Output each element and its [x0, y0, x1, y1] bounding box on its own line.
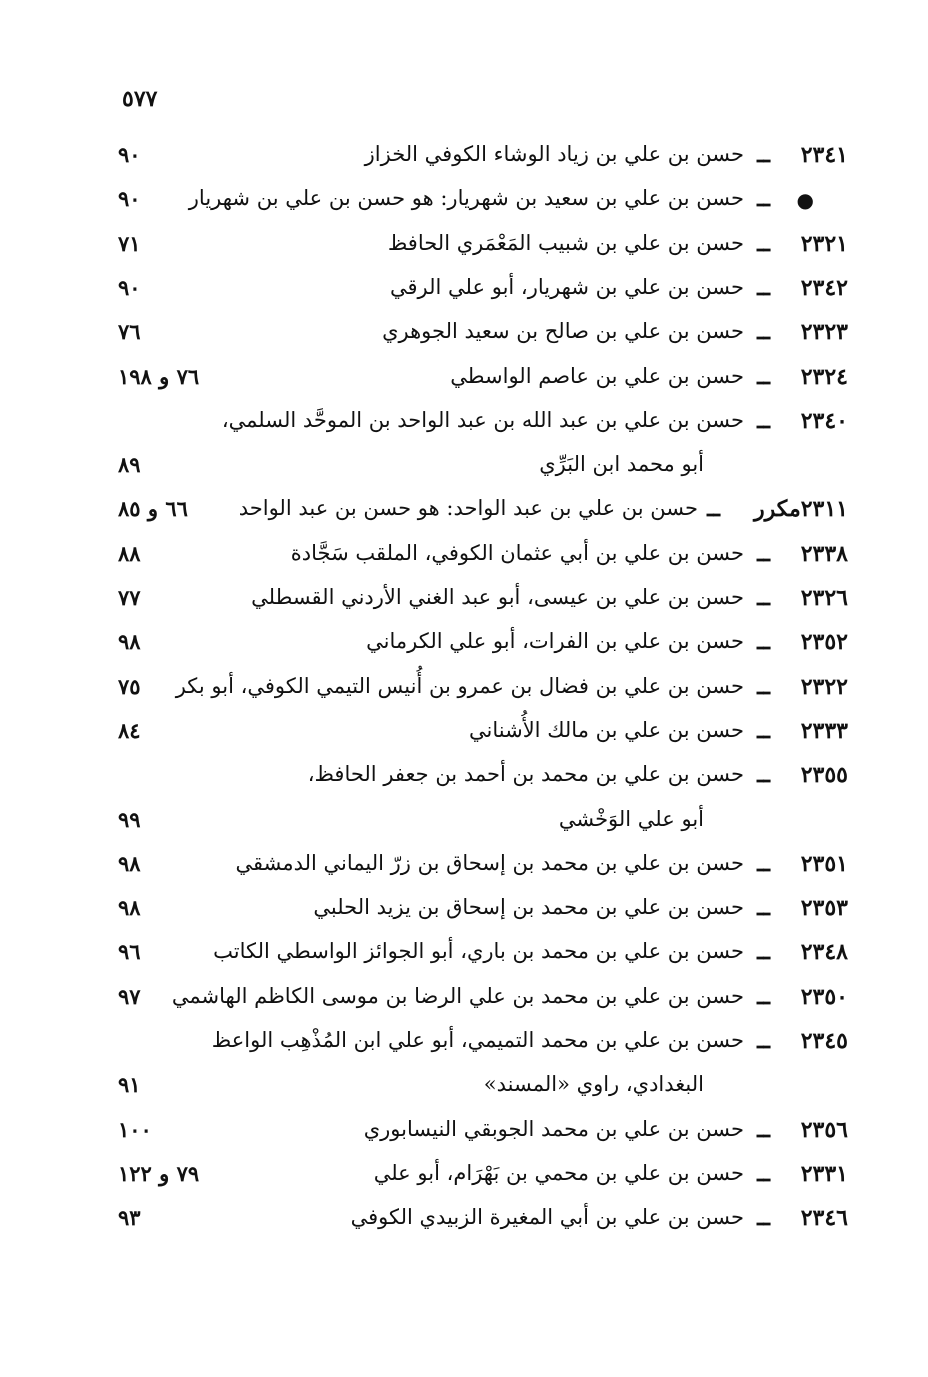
entry-number: ٢٣٢٦: [800, 585, 848, 611]
entry-number: ٢٣٥٣: [800, 895, 848, 921]
entry-page-ref: ٧٩ و ١٢٢: [118, 1161, 200, 1186]
entry-number: ٢٣٤٨: [800, 939, 848, 965]
entry-number: ٢٣٥٢: [800, 629, 848, 655]
index-entry: [118, 1205, 848, 1241]
entry-page-ref: ٨٤: [118, 718, 141, 743]
entry-number: ٢٣٤٠: [800, 408, 848, 434]
entry-page-ref: ٩٧: [118, 984, 141, 1009]
entry-page-ref: ٩١: [118, 1072, 141, 1097]
entry-number: ٢٣٢٢: [800, 674, 848, 700]
entry-name: حسن بن علي بن شهريار، أبو علي الرقي: [390, 275, 744, 299]
entry-page-ref: ٧٦: [118, 319, 141, 344]
entry-name: حسن بن علي بن محمد بن باري، أبو الجوائز الواسطي الكاتب: [213, 939, 744, 963]
entry-page-ref: ٩٨: [118, 851, 141, 876]
index-entry: [118, 1161, 848, 1197]
entry-continuation: أبو علي الوَخْشي: [558, 807, 704, 831]
index-entry: [118, 718, 848, 754]
entry-dash: ــ: [757, 895, 770, 921]
entry-number: ٢٣٤٦: [800, 1205, 848, 1231]
index-entry: [118, 807, 848, 843]
entry-name: حسن بن علي بن محمد بن علي الرضا بن موسى الكاظم الهاشمي: [171, 984, 744, 1008]
index-entry: [118, 895, 848, 931]
entry-page-ref: ٩٦: [118, 939, 141, 964]
index-entry: [118, 1072, 848, 1108]
entry-number: ٢٣٥٠: [800, 984, 848, 1010]
entry-page-ref: ٩٣: [118, 1205, 141, 1230]
entry-dash: ــ: [757, 186, 770, 212]
entry-page-ref: ٩٠: [118, 186, 141, 211]
index-entry: [118, 984, 848, 1020]
entry-dash: ــ: [757, 1117, 770, 1143]
entry-dash: ــ: [757, 364, 770, 390]
entry-number: ٢٣٣٨: [800, 541, 848, 567]
entry-number: ٢٣٢١: [800, 231, 848, 257]
entry-number: ٢٣٣٣: [800, 718, 848, 744]
entry-name: حسن بن علي بن محمد الجوبقي النيسابوري: [363, 1117, 744, 1141]
entry-dash: ــ: [707, 496, 720, 522]
index-entry: [118, 319, 848, 355]
index-entry: [118, 452, 848, 488]
index-entry: [118, 1028, 848, 1064]
entry-page-ref: ٨٨: [118, 541, 141, 566]
entry-name: حسن بن علي بن محمد التميمي، أبو علي ابن المُذْهِب الواعظ: [211, 1028, 744, 1052]
entry-name: حسن بن علي بن محمد بن إسحاق بن يزيد الحلبي: [313, 895, 744, 919]
entry-number: ٢٣٥٥: [800, 762, 848, 788]
entry-name: حسن بن علي بن عبد الواحد: هو حسن بن عبد الواحد: [238, 496, 698, 520]
entry-continuation: البغدادي، راوي «المسند»: [483, 1072, 704, 1096]
entry-dash: ــ: [757, 718, 770, 744]
entry-page-ref: ٩٩: [118, 807, 141, 832]
entry-name: حسن بن علي بن مالك الأُشناني: [469, 718, 744, 742]
entry-page-ref: ٩٠: [118, 275, 141, 300]
index-entry: [118, 851, 848, 887]
entry-number: ٢٣١١مكرر: [754, 496, 848, 522]
entry-name: حسن بن علي بن محمد بن إسحاق بن زرّ اليماني الدمشقي: [235, 851, 744, 875]
entry-page-ref: ٧٧: [118, 585, 141, 610]
index-entry: [118, 1117, 848, 1153]
entry-name: حسن بن علي بن الفرات، أبو علي الكرماني: [366, 629, 744, 653]
entry-name: حسن بن علي بن سعيد بن شهريار: هو حسن بن علي بن شهريار: [188, 186, 744, 210]
entry-number: ٢٣٥٦: [800, 1117, 848, 1143]
entry-page-ref: ٨٩: [118, 452, 141, 477]
entry-name: حسن بن علي بن زياد الوشاء الكوفي الخزاز: [364, 142, 744, 166]
index-entry: [118, 142, 848, 178]
index-entry: [118, 275, 848, 311]
entry-name: حسن بن علي بن عيسى، أبو عبد الغني الأردني القسطلي: [251, 585, 744, 609]
page-number: ٥٧٧: [122, 86, 158, 112]
entry-name: حسن بن علي بن أبي المغيرة الزبيدي الكوفي: [350, 1205, 744, 1229]
entry-dash: ــ: [757, 585, 770, 611]
entry-dash: ــ: [757, 851, 770, 877]
entry-name: حسن بن علي بن محمي بن بَهْرَام، أبو علي: [373, 1161, 744, 1185]
entry-name: حسن بن علي بن شبيب المَعْمَري الحافظ: [387, 231, 744, 255]
entry-number: ٢٣٢٤: [800, 364, 848, 390]
index-entry: [118, 939, 848, 975]
entry-number: ٢٣٤٢: [800, 275, 848, 301]
entry-dash: ــ: [757, 319, 770, 345]
entry-dash: ــ: [757, 142, 770, 168]
entry-name: حسن بن علي بن عاصم الواسطي: [450, 364, 744, 388]
entry-name: حسن بن علي بن عبد الله بن عبد الواحد بن الموحَّد السلمي،: [221, 408, 744, 432]
entry-dash: ــ: [757, 1205, 770, 1231]
entry-name: حسن بن علي بن صالح بن سعيد الجوهري: [382, 319, 744, 343]
entry-page-ref: ٩٨: [118, 895, 141, 920]
entry-dash: ــ: [757, 984, 770, 1010]
index-entry: [118, 674, 848, 710]
entry-dash: ــ: [757, 1161, 770, 1187]
entry-number: ٢٣٥١: [800, 851, 848, 877]
index-entry: [118, 408, 848, 444]
entry-page-ref: ٩٠: [118, 142, 141, 167]
entry-number: ٢٣٤٥: [800, 1028, 848, 1054]
entry-name: حسن بن علي بن أبي عثمان الكوفي، الملقب سَجَّادة: [290, 541, 744, 565]
bullet-icon: ●: [796, 188, 814, 212]
entry-page-ref: ١٠٠: [118, 1117, 152, 1142]
entry-dash: ــ: [757, 231, 770, 257]
entry-page-ref: ٧٥: [118, 674, 141, 699]
entry-name: حسن بن علي بن محمد بن أحمد بن جعفر الحافظ،: [307, 762, 744, 786]
entry-dash: ــ: [757, 408, 770, 434]
entry-number: ٢٣٢٣: [800, 319, 848, 345]
index-entry: [118, 629, 848, 665]
entry-dash: ــ: [757, 1028, 770, 1054]
entry-dash: ــ: [757, 629, 770, 655]
entry-dash: ــ: [757, 939, 770, 965]
entry-dash: ــ: [757, 762, 770, 788]
index-entry: [118, 585, 848, 621]
index-entry: [118, 496, 848, 532]
entry-dash: ــ: [757, 541, 770, 567]
entry-number: ٢٣٣١: [800, 1161, 848, 1187]
entry-continuation: أبو محمد ابن البَرِّي: [539, 452, 704, 476]
entry-dash: ــ: [757, 674, 770, 700]
index-entry: [118, 762, 848, 798]
entry-number: ٢٣٤١: [800, 142, 848, 168]
entry-dash: ــ: [757, 275, 770, 301]
index-entry: [118, 541, 848, 577]
index-entry: [118, 186, 848, 222]
entry-page-ref: ٧١: [118, 231, 141, 256]
index-entry: [118, 231, 848, 267]
entry-name: حسن بن علي بن فضال بن عمرو بن أُنيس التيمي الكوفي، أبو بكر: [175, 674, 744, 698]
index-entry: [118, 364, 848, 400]
entry-page-ref: ٧٦ و ١٩٨: [118, 364, 200, 389]
entry-page-ref: ٩٨: [118, 629, 141, 654]
entry-page-ref: ٦٦ و ٨٥: [118, 496, 188, 521]
